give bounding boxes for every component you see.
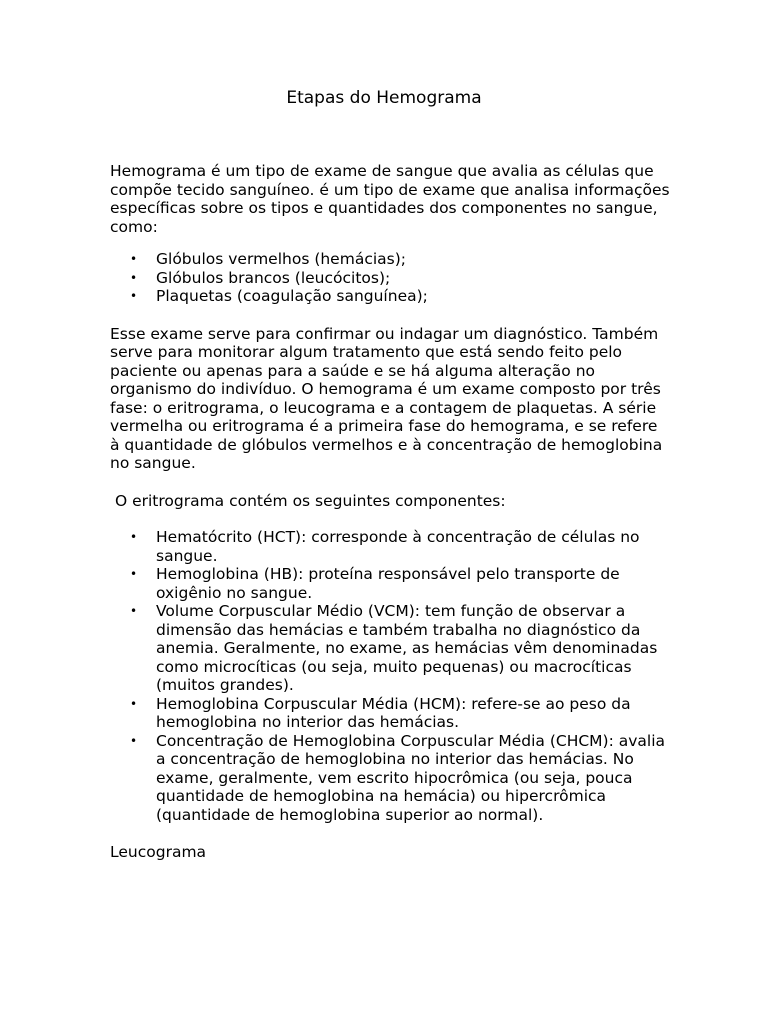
document-title: Etapas do Hemograma (286, 88, 482, 108)
list-item: • Hematócrito (HCT): corresponde à concentração de células no sangue. (110, 528, 670, 565)
list-item: • Plaquetas (coagulação sanguínea); (110, 287, 670, 306)
document-body (110, 162, 670, 862)
list-item: • Volume Corpuscular Médio (VCM): tem função de observar a dimensão das hemácias e também trabalha no diagnóstico da anemia. Geralmente, no exame, as hemácias vêm denominadas como microcíticas (ou seja, muito pequenas) ou macrocíticas (muitos grandes). (110, 602, 670, 695)
list-item: • Hemoglobina Corpuscular Média (HCM): refere-se ao peso da hemoglobina no interior das hemácias. (110, 695, 670, 732)
eritrograma-components-list (110, 528, 670, 824)
list-item: • Glóbulos vermelhos (hemácias); (110, 250, 670, 269)
list-item: • Hemoglobina (HB): proteína responsável pelo transporte de oxigênio no sangue. (110, 565, 670, 602)
blood-cells-list (110, 250, 670, 306)
eritrograma-intro: O eritrograma contém os seguintes componentes: (110, 491, 506, 510)
list-item: • Concentração de Hemoglobina Corpuscular Média (CHCM): avalia a concentração de hemoglobina no interior das hemácias. No exame, geralmente, vem escrito hipocrômica (ou seja, pouca quantidade de hemoglobina na hemácia) ou hipercrômica (quantidade de hemoglobina superior ao normal). (110, 732, 670, 825)
exam-description-paragraph: Esse exame serve para confirmar ou indagar um diagnóstico. Também serve para monitorar algum tratamento que está sendo feito pelo paciente ou apenas para a saúde e se há alguma alteração no organismo do indivíduo. O hemograma é um exame composto por três fase: o eritrograma, o leucograma e a contagem de plaquetas. A série vermelha ou eritrograma é a primeira fase do hemograma, e se refere à quantidade de glóbulos vermelhos e à concentração de hemoglobina no sangue. (110, 324, 663, 472)
intro-paragraph: Hemograma é um tipo de exame de sangue que avalia as células que compõe tecido sanguíneo. é um tipo de exame que analisa informações específicas sobre os tipos e quantidades dos componentes no sangue, como: (110, 162, 670, 236)
section-heading-leucograma: Leucograma (110, 843, 207, 861)
list-item: • Glóbulos brancos (leucócitos); (110, 269, 670, 288)
